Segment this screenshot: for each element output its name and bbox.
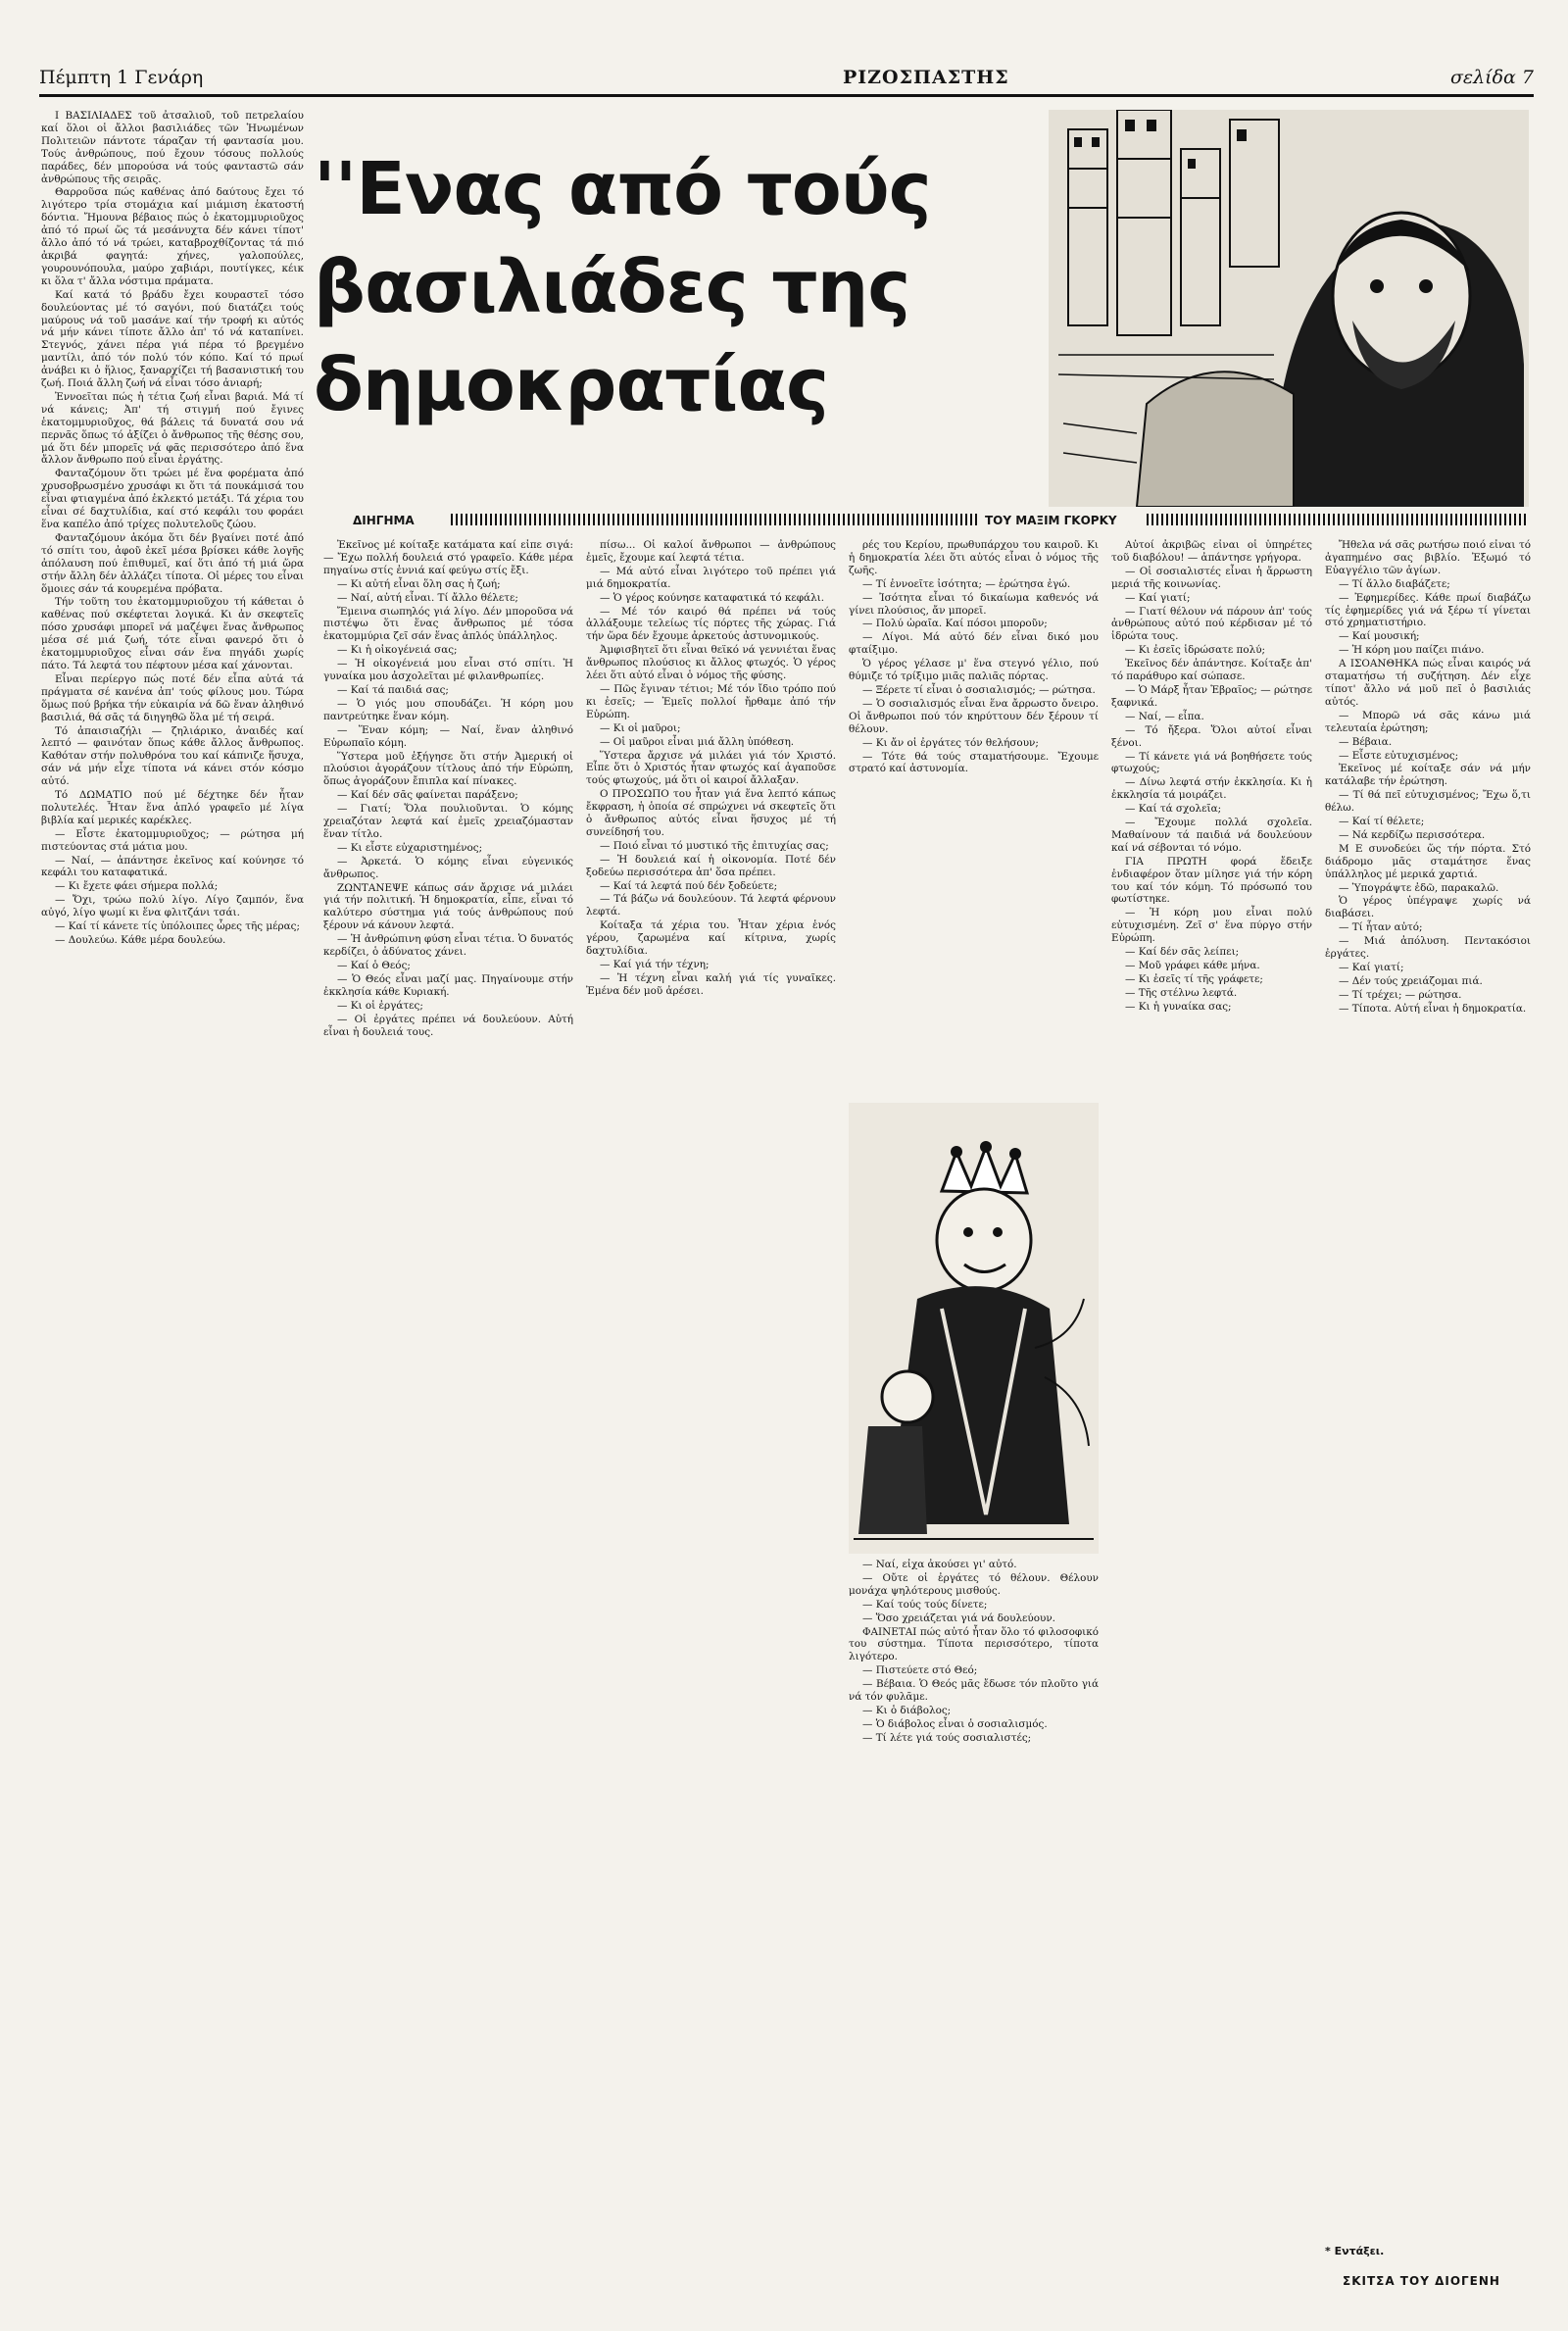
- paragraph: — Οἱ ἐργάτες πρέπει νά δουλεύουν. Αὐτή εἶναι ἡ δουλειά τους.: [323, 1013, 573, 1038]
- paragraph: — Κι οἱ μαῦροι;: [600, 721, 681, 734]
- article-column-5: [1111, 539, 1312, 2318]
- paragraph: — Ἡ οἰκογένειά μου εἶναι στό σπίτι. Ἡ γυναίκα μου ἀσχολεῖται μέ φιλανθρωπίες.: [323, 658, 573, 683]
- paragraph: — Καί τά παιδιά σας;: [337, 683, 449, 696]
- city-portrait-drawing: [725, 110, 1529, 507]
- caricature-illustration: [849, 1103, 1099, 1554]
- paragraph: — Μά αὐτό εἶναι λιγότερο τοῦ πρέπει γιά μιά δημοκρατία.: [586, 565, 836, 590]
- column-3-text: [586, 539, 836, 998]
- paragraph: — Καί τά λεφτά πού δέν ξοδεύετε;: [600, 879, 778, 892]
- crowned-figure-drawing: [849, 1103, 1099, 1554]
- paragraph: — Μπορῶ νά σᾶς κάνω μιά τελευταία ἐρώτηση;: [1325, 709, 1531, 734]
- paragraph: Ὁ γέρος ὑπέγραψε χωρίς νά διαβάσει.: [1325, 895, 1531, 920]
- paragraph: — Κι ἔχετε φάει σήμερα πολλά;: [55, 880, 219, 893]
- section-stripe-middle: [451, 514, 980, 525]
- paragraph: Ἀμφισβητεῖ ὅτι εἶναι θεϊκό νά γεννιέται ἕνας ἄνθρωπος πλούσιος κι ἄλλος φτωχός. Ὁ γέρος λέει ὅτι αὐτό εἶναι ὁ νόμος τῆς φύσης.: [586, 644, 836, 682]
- paragraph: Ὕστερα μοῦ ἐξήγησε ὅτι στήν Ἀμερική οἱ πλούσιοι ἀγοράζουν τίτλους ἀπό τήν Εὐρώπη, ὅπως ἀγοράζουν ἔπιπλα καί πίνακες.: [323, 750, 573, 788]
- article-column-4: [849, 539, 1099, 1098]
- article-column-3: [586, 539, 836, 2318]
- paragraph: — Ἡ δουλειά καί ἡ οἰκονομία. Ποτέ δέν ξοδεύω περισσότερα ἀπ' ὅσα πρέπει.: [586, 853, 836, 878]
- paragraph: — Τί ἐννοεῖτε ἰσότητα; — ἐρώτησα ἐγώ.: [862, 577, 1071, 590]
- paragraph: Φανταζόμουν ἀκόμα ὅτι δέν βγαίνει ποτέ ἀπό τό σπίτι του, ἀφοῦ ἐκεῖ μέσα βρίσκει κάθε λογῆς ἀπόλαυση πού ἐπιθυμεῖ, καί ὅτι ἀπό τή μιά ὥρα στήν ἄλλη δέν ἀλλάζει τίποτα. Οἱ μέρες του εἶναι ὅμοιες σάν τά κουρεμένα πρόβατα.: [41, 531, 304, 595]
- paragraph: — Γιατί; Ὅλα πουλιοῦνται. Ὁ κόμης χρειαζόταν λεφτά καί ἐμεῖς χρειαζόμασταν ἕναν τίτλο.: [323, 803, 573, 840]
- paragraph: — Ἡ τέχνη εἶναι καλή γιά τίς γυναῖκες. Ἐμένα δέν μοῦ ἀρέσει.: [586, 971, 836, 997]
- paragraph: ΦΑΙΝΕΤΑΙ πώς αὐτό ἦταν ὅλο τό φιλοσοφικό του σύστημα. Τίποτα περισσότερο, τίποτα λιγότερο.: [849, 1625, 1099, 1663]
- article-column-6: [1325, 539, 1531, 2240]
- paragraph: — Κι ἄν οἱ ἐργάτες τόν θελήσουν;: [862, 736, 1039, 749]
- paragraph: — Τῆς στέλνω λεφτά.: [1125, 986, 1238, 999]
- paragraph: Ἐκεῖνος μέ κοίταξε σάν νά μήν κατάλαβε τήν ἐρώτηση.: [1325, 763, 1531, 788]
- column-5-text: [1111, 539, 1312, 1014]
- paragraph: — Κι εἶστε εὐχαριστημένος;: [337, 841, 483, 854]
- paragraph: — Οὔτε οἱ ἐργάτες τό θέλουν. Θέλουν μονάχα ψηλότερους μισθούς.: [849, 1571, 1099, 1597]
- paragraph: Ἔμεινα σιωπηλός γιά λίγο. Δέν μποροῦσα νά πιστέψω ὅτι ἕνας ἄνθρωπος μέ τόσα ἑκατομμύρια ζεῖ σάν ἕνας ἁπλός ὑπάλληλος.: [323, 605, 573, 643]
- paragraph: — Ποιό εἶναι τό μυστικό τῆς ἐπιτυχίας σας;: [600, 839, 829, 852]
- paragraph: — Ναί, — εἶπα.: [1125, 710, 1204, 722]
- paragraph: — Εἶστε ἑκατομμυριοῦχος; — ρώτησα μή πιστεύοντας στά μάτια μου.: [41, 827, 304, 853]
- paragraph: — Νά κερδίζω περισσότερα.: [1339, 828, 1486, 841]
- paragraph: — Ἡ κόρη μου παίζει πιάνο.: [1339, 644, 1485, 657]
- paragraph: Μ Ε συνοδεύει ὥς τήν πόρτα. Στό διάδρομο μᾶς σταμάτησε ἕνας ὑπάλληλος μέ μερικά χαρτιά.: [1325, 842, 1531, 880]
- paragraph: — Τί κάνετε γιά νά βοηθήσετε τούς φτωχούς;: [1111, 750, 1312, 775]
- paragraph: Εἶναι περίεργο πώς ποτέ δέν εἶπα αὐτά τά πράγματα σέ κανένα ἀπ' τούς φίλους μου. Τώρα ὅμως πού βρήκα τήν εὐκαιρία νά δῶ ἕναν ἀληθινό βασιλιά, θά σᾶς τά διηγηθῶ ὅλα μέ τή σειρά.: [41, 672, 304, 723]
- section-stripe-right: [1147, 514, 1529, 525]
- illustrator-credit: ΣΚΙΤΣΑ ΤΟΥ ΔΙΟΓΕΝΗ: [1343, 2274, 1500, 2288]
- newspaper-name: ΡΙΖΟΣΠΑΣΤΗΣ: [843, 67, 1009, 88]
- paragraph: — Ἕναν κόμη; — Ναί, ἕναν ἀληθινό Εὐρωπαῖο κόμη.: [323, 723, 573, 749]
- paragraph: — Καί δέν σᾶς λείπει;: [1125, 946, 1240, 959]
- paragraph: Ὕστερα ἄρχισε νά μιλάει γιά τόν Χριστό. Εἶπε ὅτι ὁ Χριστός ἦταν φτωχός καί ἀγαποῦσε τούς φτωχούς, μά ὅτι οἱ καιροί ἄλλαξαν.: [586, 749, 836, 787]
- column-6-text: [1325, 539, 1531, 1016]
- paragraph: — Λίγοι. Μά αὐτό δέν εἶναι δικό μου φταίξιμο.: [849, 631, 1099, 657]
- paragraph: — Ἡ κόρη μου εἶναι πολύ εὐτυχισμένη. Ζεῖ σ' ἕνα πύργο στήν Εὐρώπη.: [1111, 907, 1312, 945]
- paragraph: — Κι ἡ γυναίκα σας;: [1125, 1000, 1232, 1013]
- article-column-4-continued: [849, 1559, 1099, 2318]
- paragraph: — Ὁ γέρος κούνησε καταφατικά τό κεφάλι.: [600, 591, 825, 604]
- paragraph: — Οἱ μαῦροι εἶναι μιά ἄλλη ὑπόθεση.: [600, 735, 795, 748]
- paragraph: — Ναί, — ἀπάντησε ἐκεῖνος καί κούνησε τό κεφάλι του καταφατικά.: [41, 854, 304, 879]
- paragraph: — Καί ὁ Θεός;: [337, 960, 411, 971]
- header-rule: [39, 94, 1534, 97]
- issue-date: Πέμπτη 1 Γενάρη: [39, 67, 204, 88]
- top-illustration: [725, 110, 1529, 507]
- paragraph: — Καί τί θέλετε;: [1339, 816, 1425, 828]
- paragraph: Ἐννοεῖται πώς ἡ τέτια ζωή εἶναι βαριά. Μά τί νά κάνεις; Ἀπ' τή στιγμή πού ἔγινες ἑκατομμυριοῦχος, θά βάλεις τά δυνατά σου νά περνᾶς ὅπως τό ἀξίζει ὁ ἄνθρωπος τῆς θέσης σου, μά ὅτι δέν μπορεῖς νά φᾶς περισσότερο ἀπό ἕνα ἄλλον ἄνθρωπο πού εἶναι ἐργάτης.: [41, 390, 304, 467]
- article-column-2: [323, 539, 573, 2318]
- paragraph: — Ὁ διάβολος εἶναι ὁ σοσιαλισμός.: [862, 1717, 1048, 1730]
- column-4-text: [849, 539, 1099, 775]
- paragraph: — Ὁ Θεός εἶναι μαζί μας. Πηγαίνουμε στήν ἐκκλησία κάθε Κυριακή.: [323, 972, 573, 998]
- paragraph: ΓΙΑ ΠΡΩΤΗ φορά ἔδειξε ἐνδιαφέρον ὅταν μίλησε γιά τήν κόρη του καί τόν κόμη. Τό πρόσωπό του φωτίστηκε.: [1111, 855, 1312, 906]
- paragraph: — Ἡ ἀνθρώπινη φύση εἶναι τέτια. Ὁ δυνατός κερδίζει, ὁ ἀδύνατος χάνει.: [323, 933, 573, 959]
- paragraph: Θαρροῦσα πώς καθένας ἀπό δαύτους ἔχει τό λιγότερο τρία στομάχια καί μιάμιση ἑκατοστή δόντια. Ἤμουνα βέβαιος πώς ὁ ἑκατομμυριοῦχος ἀπό τό πρωί ὥς τά μεσάνυχτα δέν κάνει τίποτ' ἄλλο ἀπό τό νά τρώει, καταβροχθίζοντας τά πιό ἀκριβά φαγητά: χήνες, γαλοπούλες, γουρουνόπουλα, μαύρο χαβιάρι, πουτίγκες, κέικ κι ὅλα τ' ἄλλα νόστιμα πράματα.: [41, 186, 304, 287]
- paragraph: — Κι ἐσεῖς ἱδρώσατε πολύ;: [1125, 644, 1266, 657]
- paragraph: Κοίταξα τά χέρια του. Ἦταν χέρια ἑνός γέρου, ζαρωμένα καί κίτρινα, χωρίς δαχτυλίδια.: [586, 919, 836, 958]
- paragraph: — Δουλεύω. Κάθε μέρα δουλεύω.: [55, 934, 226, 946]
- paragraph: — Κι ἡ οἰκογένειά σας;: [337, 644, 458, 657]
- column-4b-text: [849, 1559, 1099, 1745]
- paragraph: Τό ἀπαισιαζήλι — ζηλιάρικο, ἀναιδές καί λεπτό — φαινόταν ὅπως κάθε ἄλλος ἄνθρωπος. Καθόταν στήν πολυθρόνα του καί κάπνιζε ἥσυχα, σάν νά μήν εἶχε τίποτα νά κάνει στόν κόσμο αὐτό.: [41, 724, 304, 788]
- paragraph: Τό ΔΩΜΑΤΙΟ πού μέ δέχτηκε δέν ἦταν πολυτελές. Ἦταν ἕνα ἀπλό γραφεῖο μέ λίγα βιβλία καί μερικές καρέκλες.: [41, 789, 304, 826]
- paragraph: Α ΙΣΟΑΝΘΗΚΑ πώς εἶναι καιρός νά σταματήσω τή συζήτηση. Δέν εἶχε τίποτ' ἄλλο νά μοῦ πεῖ ὁ βασιλιάς αὐτός.: [1325, 658, 1531, 708]
- paragraph: — Ξέρετε τί εἶναι ὁ σοσιαλισμός; — ρώτησα.: [862, 683, 1096, 696]
- paragraph: Τήν τοῦτη του ἑκατομμυριοῦχου τή κάθεται ὁ καθένας πού σκέφτεται λογικά. Κι ἀν σκεφτεῖς πόσο χρυσάφι μπορεῖ νά μαζέψει ἕνας ἄνθρωπος μέσα σέ μιά ζωή, τότε εἶναι φανερό ὅτι ὁ ἑκατομμυριοῦχος εἶναι σάν ἕνα πηγάδι χωρίς πάτο. Τά λεφτά του πέφτουν μέσα καί χάνονται.: [41, 596, 304, 671]
- paragraph: — Ἀρκετά. Ὁ κόμης εἶναι εὐγενικός ἄνθρωπος.: [323, 855, 573, 880]
- paragraph: — Πιστεύετε στό Θεό;: [862, 1664, 978, 1677]
- paragraph: πίσω... Οἱ καλοί ἄνθρωποι — ἀνθρώπους ἐμεῖς, ἔχουμε καί λεφτά τέτια.: [586, 539, 836, 564]
- paragraph: Ἤθελα νά σᾶς ρωτήσω ποιό εἶναι τό ἀγαπημένο σας βιβλίο. Ἐξωμό τό Εὐαγγέλιο τῶν ἁγίων.: [1325, 539, 1531, 576]
- footnote: * Εντάξει.: [1325, 2245, 1385, 2257]
- paragraph: — Τό ἤξερα. Ὅλοι αὐτοί εἶναι ξένοι.: [1111, 723, 1312, 749]
- paragraph: — Εἶστε εὐτυχισμένος;: [1339, 749, 1459, 762]
- paragraph: — Ἔχουμε πολλά σχολεῖα. Μαθαίνουν τά παιδιά νά δουλεύουν καί νά σέβονται τό νόμο.: [1111, 817, 1312, 854]
- paragraph: — Βέβαια. Ὁ Θεός μᾶς ἔδωσε τόν πλοῦτο γιά νά τόν φυλᾶμε.: [849, 1678, 1099, 1704]
- headline-line-1: ''Ενας από τούς: [314, 147, 931, 231]
- paragraph: — Τί λέτε γιά τούς σοσιαλιστές;: [862, 1731, 1032, 1744]
- paragraph: — Κι αὐτή εἶναι ὅλη σας ἡ ζωή;: [337, 577, 501, 590]
- paragraph: — Καί τά σχολεῖα;: [1125, 803, 1222, 816]
- paragraph: — Δίνω λεφτά στήν ἐκκλησία. Κι ἡ ἐκκλησία τά μοιράζει.: [1111, 776, 1312, 802]
- column-2-text: [323, 539, 573, 1038]
- paragraph: — Πολύ ὡραῖα. Καί πόσοι μποροῦν;: [862, 618, 1048, 630]
- paragraph: — Τότε θά τούς σταματήσουμε. Ἔχουμε στρατό καί ἀστυνομία.: [849, 750, 1099, 775]
- paragraph: — Τί θά πεῖ εὐτυχισμένος; Ἔχω ὅ,τι θέλω.: [1325, 789, 1531, 815]
- paragraph: — Τά βάζω νά δουλεύουν. Τά λεφτά φέρνουν λεφτά.: [586, 893, 836, 918]
- paragraph: — Ὁ σοσιαλισμός εἶναι ἕνα ἄρρωστο ὄνειρο. Οἱ ἄνθρωποι πού τόν κηρύττουν δέν ξέρουν τί θέλουν.: [849, 697, 1099, 735]
- paragraph: Φανταζόμουν ὅτι τρώει μέ ἕνα φορέματα ἀπό χρυσοβρωσμένο χρυσάφι κι ὅτι τά πουκάμισά του εἶναι φτιαγμένα ἀπό ἐκλεκτό μετάξι. Τά χέρια του εἶναι σέ δαχτυλίδια, καί στό κεφάλι του φοράει ἕνα καπέλο ἀπό τρίχες πολυτελοῦς ζώου.: [41, 468, 304, 530]
- paragraph: — Μέ τόν καιρό θά πρέπει νά τούς ἀλλάξουμε τελείως τίς πόρτες τῆς χώρας. Γιά τήν ὥρα δέν ἔχουμε ἀρκετούς ἀστυνομικούς.: [586, 605, 836, 643]
- paragraph: — Τί τρέχει; — ρώτησα.: [1339, 988, 1462, 1001]
- paragraph: — Κι ἐσεῖς τί τῆς γράφετε;: [1125, 972, 1263, 985]
- paragraph: — Καί γιατί;: [1125, 591, 1191, 604]
- paragraph: — Ἐφημερίδες. Κάθε πρωί διαβάζω τίς ἐφημερίδες γιά νά ξέρω τί γίνεται στό χρηματιστήριο.: [1325, 591, 1531, 629]
- paragraph: — Ὅσο χρειάζεται γιά νά δουλεύουν.: [862, 1612, 1055, 1624]
- paragraph: — Ναί, εἶχα ἀκούσει γι' αὐτό.: [862, 1559, 1017, 1570]
- paragraph: — Καί γιατί;: [1339, 962, 1404, 973]
- article-column-1: [41, 110, 304, 2325]
- paragraph: — Πῶς ἔγιναν τέτιοι; Μέ τόν ἴδιο τρόπο πού κι ἐσεῖς; — Ἐμεῖς πολλοί ἤρθαμε ἀπό τήν Εὐρώπη.: [586, 682, 836, 720]
- paragraph: — Οἱ σοσιαλιστές εἶναι ἡ ἄρρωστη μεριά τῆς κοινωνίας.: [1111, 565, 1312, 590]
- paragraph: Ο ΠΡΟΣΩΠΟ του ἦταν γιά ἕνα λεπτό κάπως ἔκφραση, ἡ ὁποία σέ σπρώχνει νά σκεφτεῖς ὅτι ὁ ἄνθρωπος αὐτός εἶναι ἥσυχος μέ τή συνείδησή του.: [586, 788, 836, 838]
- paragraph: ρές του Κερίου, πρωθυπάρχου του καιροῦ. Κι ἡ δημοκρατία λέει ὅτι αὐτός εἶναι ὁ νόμος τῆς ζωῆς.: [849, 539, 1099, 576]
- paragraph: — Καί μουσική;: [1339, 630, 1420, 643]
- paragraph: — Ὁ Μάρξ ἦταν Ἑβραῖος; — ρώτησε ξαφνικά.: [1111, 683, 1312, 709]
- paragraph: Ι ΒΑΣΙΛΙΑΔΕΣ τοῦ ἀτσαλιοῦ, τοῦ πετρελαίου καί ὅλοι οἱ ἄλλοι βασιλιάδες τῶν Ἡνωμένων Πολιτειῶν πάντοτε τάραζαν τή φαντασία μου. Τούς ἀνθρώπους, πού ἔχουν τόσους πολλούς παράδες, δέν μπορούσα νά τούς φανταστῶ σάν ἀνθρώπους τῆς σειρᾶς.: [41, 110, 304, 185]
- paragraph: — Ὄχι, τρώω πολύ λίγο. Λίγο ζαμπόν, ἕνα αὐγό, λίγο ψωμί κι ἕνα φλιτζάνι τσάι.: [41, 894, 304, 919]
- paragraph: — Ὁ γιός μου σπουδάζει. Ἡ κόρη μου παντρεύτηκε ἕναν κόμη.: [323, 697, 573, 722]
- page-header: [39, 67, 1534, 94]
- paragraph: — Καί τούς τούς δίνετε;: [862, 1598, 988, 1611]
- paragraph: Ἐκεῖνος μέ κοίταξε κατάματα καί εἶπε σιγά: — Ἔχω πολλή δουλειά στό γραφεῖο. Κάθε μέρα πηγαίνω στίς ἐννιά καί φεύγω στίς ἔξι.: [323, 539, 573, 576]
- paragraph: — Τί ἦταν αὐτό;: [1339, 921, 1423, 934]
- section-label: ΔΙΗΓΗΜΑ: [353, 514, 415, 527]
- paragraph: — Βέβαια.: [1339, 735, 1393, 748]
- headline-line-2: βασιλιάδες της: [314, 245, 910, 329]
- author-byline: ΤΟΥ ΜΑΞΙΜ ΓΚΟΡΚΥ: [985, 514, 1117, 527]
- paragraph: Αὐτοί ἀκριβῶς εἶναι οἱ ὑπηρέτες τοῦ διαβόλου! — ἀπάντησε γρήγορα.: [1111, 539, 1312, 564]
- paragraph: — Γιατί θέλουν νά πάρουν ἀπ' τούς ἀνθρώπους αὐτό πού κέρδισαν μέ τό ἱδρώτα τους.: [1111, 605, 1312, 643]
- paragraph: — Μιά ἀπόλυση. Πεντακόσιοι ἐργάτες.: [1325, 935, 1531, 961]
- paragraph: — Τί ἄλλο διαβάζετε;: [1339, 577, 1450, 590]
- paragraph: Καί κατά τό βράδυ ἔχει κουραστεῖ τόσο δουλεύοντας μέ τό σαγόνι, πού διατάζει τούς μαύρους νά τοῦ μασάνε καί τήν τροφή κι αὐτός νά μήν κάνει τίποτε ἄλλο ἀπ' τό νά καταπίνει. Στεγνός, χάνει πέρα γιά πέρα τό βρεγμένο μαντίλι, ἀπό τόν πολύ τόν κόπο. Καί τό πρωί ἀνάβει κι ὁ ἥλιος, ξαναρχίζει τή βασανιστική του ζωή. Ποιά ἄλλη ζωή νά εἶναι τόσο ἀνιαρή;: [41, 288, 304, 390]
- paragraph: — Κι ὁ διάβολος;: [862, 1704, 952, 1716]
- paragraph: — Δέν τούς χρειάζομαι πιά.: [1339, 974, 1483, 987]
- paragraph: — Μοῦ γράφει κάθε μήνα.: [1125, 960, 1260, 971]
- paragraph: Ὁ γέρος γέλασε μ' ἕνα στεγνό γέλιο, πού θύμιζε τό τρίξιμο μιᾶς παλιᾶς πόρτας.: [849, 658, 1099, 683]
- column-1-text: [41, 110, 304, 947]
- paragraph: — Ἰσότητα εἶναι τό δικαίωμα καθενός νά γίνει πλούσιος, ἄν μπορεῖ.: [849, 591, 1099, 617]
- paragraph: — Τίποτα. Αὐτή εἶναι ἡ δημοκρατία.: [1339, 1002, 1527, 1015]
- page-number: σελίδα 7: [1449, 67, 1534, 88]
- paragraph: — Καί τί κάνετε τίς ὑπόλοιπες ὧρες τῆς μέρας;: [55, 920, 300, 933]
- headline-line-3: δημοκρατίας: [314, 343, 828, 427]
- paragraph: — Ὑπογράψτε ἐδῶ, παρακαλῶ.: [1339, 881, 1499, 894]
- paragraph: Ἐκεῖνος δέν ἀπάντησε. Κοίταξε ἀπ' τό παράθυρο καί σώπασε.: [1111, 658, 1312, 683]
- paragraph: — Κι οἱ ἐργάτες;: [337, 999, 423, 1012]
- paragraph: ΖΩΝΤΑΝΕΨΕ κάπως σάν ἄρχισε νά μιλάει γιά τήν πολιτική. Ἡ δημοκρατία, εἶπε, εἶναι τό καλύτερο σύστημα γιά τούς ἀνθρώπους πού ξέρουν νά κάνουν λεφτά.: [323, 881, 573, 932]
- paragraph: — Καί δέν σᾶς φαίνεται παράξενο;: [337, 789, 518, 802]
- paragraph: — Ναί, αὐτή εἶναι. Τί ἄλλο θέλετε;: [337, 591, 518, 604]
- paragraph: — Καί γιά τήν τέχνη;: [600, 959, 710, 970]
